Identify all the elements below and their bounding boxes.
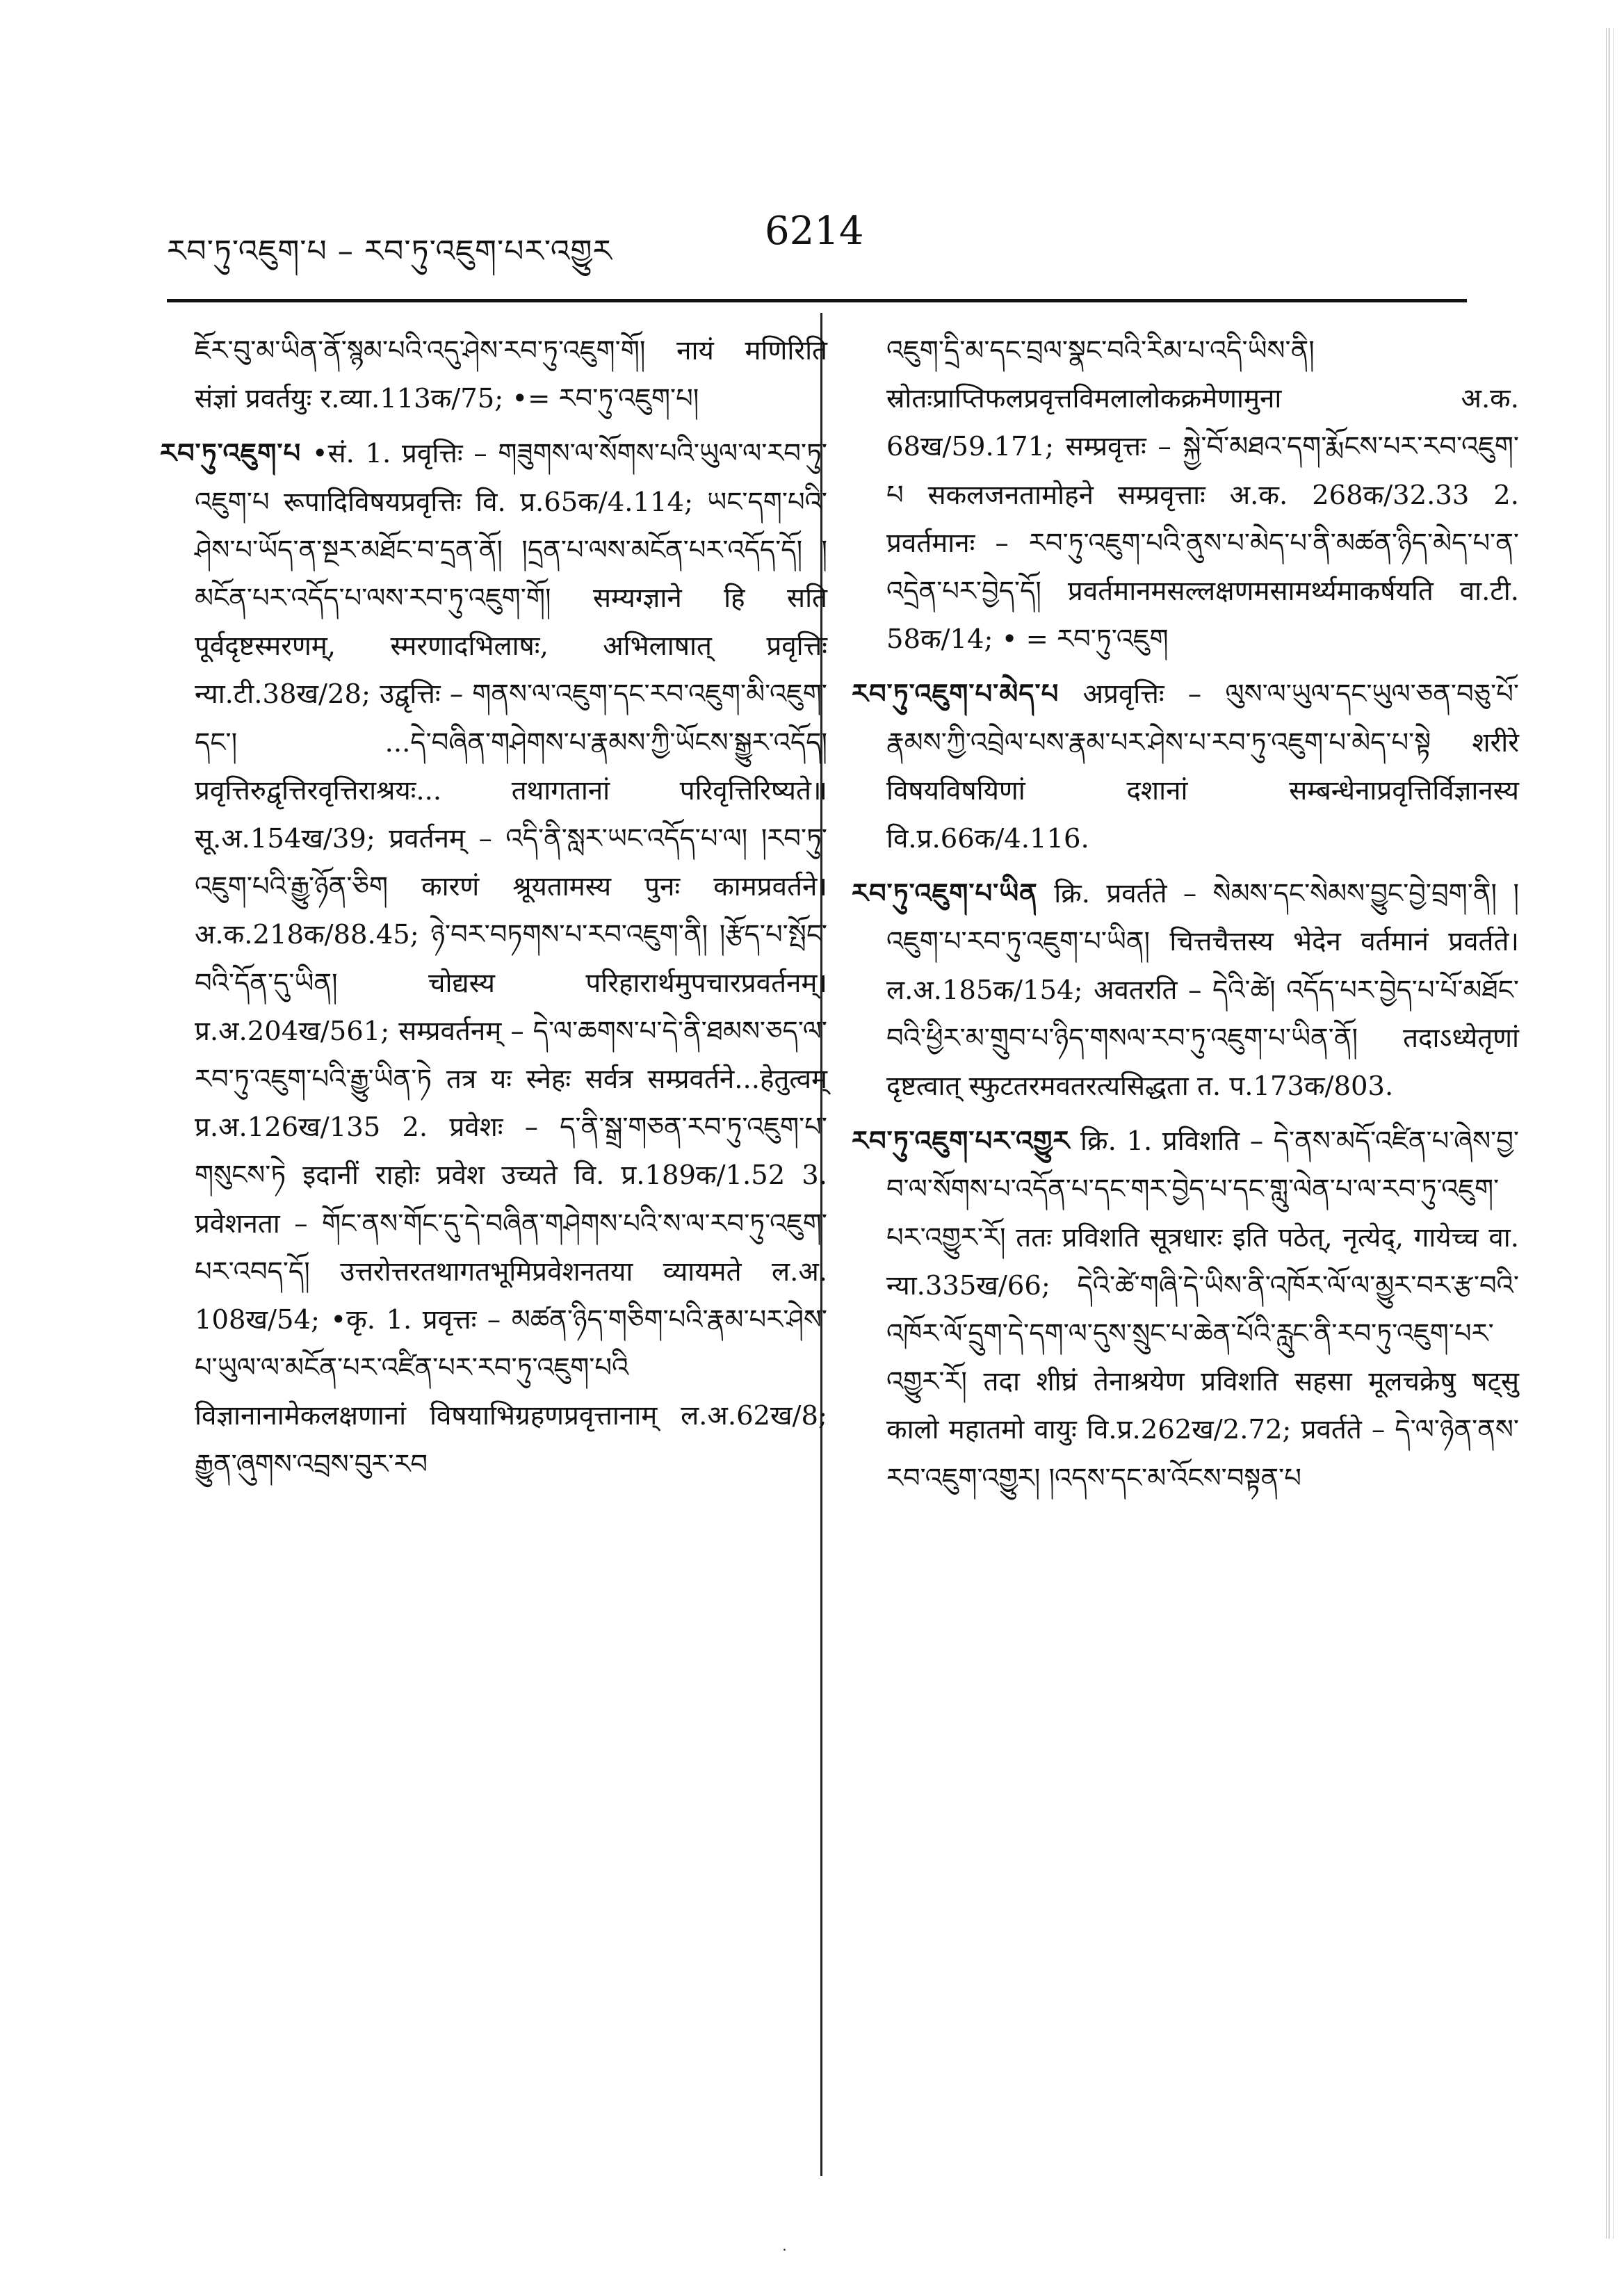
entry-headword: རབ་ཏུ་འཇུག་པ་མེད་པ bbox=[852, 679, 1059, 711]
dictionary-entry-continuation bbox=[160, 327, 827, 423]
scan-mark: · bbox=[782, 2242, 787, 2259]
entry-text: क्रि. 1. प्रविशति – དེ་ནས་མདོ་འཛིན་པ་ཞེས་བྱ་བ་ལ་སོགས་པ་འདོན་པ་དང་གར་བྱེད་པ་དང་གླུ་ལེན་པ་ལ་རབ་ཏུ་འཇུག་པར་འགྱུར་རོ། ततः प्रविशति सूत्रधारः इति पठेत्, नृत्येद्, गायेच्च वा. न्या.335ख/66; དེའི་ཚེ་གཞི་དེ་ཡིས་ནི་འཁོར་ལོ་ལ་མྱུར་བར་རྩ་བའི་འཁོར་ལོ་དྲུག་དེ་དག་ལ་དུས་སྲུང་པ་ཆེན་པོའི་རླུང་ནི་རབ་ཏུ་འཇུག་པར་འགྱུར་རོ། तदा शीघ्रं तेनाश्रयेण प्रविशति सहसा मूलचक्रेषु षट्सु कालो महातमो वायुः वि.प्र.262ख/2.72; प्रवर्तते – དེ་ལ་ཉེན་ནས་རབ་འཇུག་འགྱུར། །འདས་དང་མ་འོངས་བསྟན་པ bbox=[886, 1126, 1519, 1494]
dictionary-entry bbox=[160, 430, 827, 1488]
dictionary-entry bbox=[852, 870, 1519, 1110]
dictionary-entry bbox=[852, 670, 1519, 863]
page-header bbox=[167, 209, 1474, 269]
running-head: རབ་ཏུ་འཇུག་པ – རབ་ཏུ་འཇུག་པར་འགྱུར bbox=[167, 234, 612, 269]
scanned-page-edge bbox=[1605, 28, 1621, 2239]
page-number: 6214 bbox=[765, 209, 864, 254]
header-rule bbox=[167, 299, 1467, 302]
entry-text: འཇུག་དྲི་མ་དང་བྲལ་སྣང་བའི་རིམ་པ་འདི་ཡིས་ནི། स्रोतःप्राप्तिफलप्रवृत्तविमलालोकक्रमेणामुना अ.क. 68ख/59.171; सम्प्रवृत्तः – སྐྱེ་བོ་མཐའ་དག་རྨོངས་པར་རབ་འཇུག་པ सकलजनतामोहने सम्प्रवृत्ताः अ.क. 268क/32.33 2. प्रवर्तमानः – རབ་ཏུ་འཇུག་པའི་ནུས་པ་མེད་པ་ནི་མཚན་ཉིད་མེད་པ་ན་འདྲེན་པར་བྱེད་དོ། प्रवर्तमानमसल्लक्षणमसामर्थ्यमाकर्षयति वा.टी. 58क/14; • = རབ་ཏུ་འཇུག bbox=[886, 335, 1519, 656]
entry-text: •सं. 1. प्रवृत्तिः – གཟུགས་ལ་སོགས་པའི་ཡུལ་ལ་རབ་ཏུ་འཇུག་པ रूपादिविषयप्रवृत्तिः वि. प्र.65क/4.114; ཡང་དག་པའི་ཤེས་པ་ཡོད་ན་སྔར་མཐོང་བ་དྲན་ནོ། །དྲན་པ་ལས་མངོན་པར་འདོད་དོ། །མངོན་པར་འདོད་པ་ལས་རབ་ཏུ་འཇུག་གོ། सम्यग्ज्ञाने हि सति पूर्वदृष्टस्मरणम्, स्मरणादभिलाषः, अभिलाषात् प्रवृत्तिः न्या.टी.38ख/28; उद्वृत्तिः – གནས་ལ་འཇུག་དང་རབ་འཇུག་མི་འཇུག་དང་། ...དེ་བཞིན་གཤེགས་པ་རྣམས་ཀྱི་ཡོངས་སྒྱུར་འདོད། प्रवृत्तिरुद्वृत्तिरवृत्तिराश्रयः... तथागतानां परिवृत्तिरिष्यते॥ सू.अ.154ख/39; प्रवर्तनम् – འདི་ནི་སླར་ཡང་འདོད་པ་ལ། །རབ་ཏུ་འཇུག་པའི་རྒྱུ་ཉོན་ཅིག कारणं श्रूयतामस्य पुनः कामप्रवर्तने। अ.क.218क/88.45; ཉེ་བར་བཏགས་པ་རབ་འཇུག་ནི། །རྩོད་པ་སྤོང་བའི་དོན་དུ་ཡིན། चोद्यस्य परिहारार्थमुपचारप्रवर्तनम्। प्र.अ.204ख/561; सम्प्रवर्तनम् – དེ་ལ་ཆགས་པ་དེ་ནི་ཐམས་ཅད་ལ་རབ་ཏུ་འཇུག་པའི་རྒྱུ་ཡིན་ཏེ तत्र यः स्नेहः सर्वत्र सम्प्रवर्तने...हेतुत्वम् प्र.अ.126ख/135 2. प्रवेशः – ད་ནི་སྒྲ་གཅན་རབ་ཏུ་འཇུག་པ་གསུངས་ཏེ इदानीं राहोः प्रवेश उच्यते वि. प्र.189क/1.52 3. प्रवेशनता – གོང་ནས་གོང་དུ་དེ་བཞིན་གཤེགས་པའི་ས་ལ་རབ་ཏུ་འཇུག་པར་འབད་དོ། उत्तरोत्तरतथागतभूमिप्रवेशनतया व्यायमते ल.अ. 108ख/54; •कृ. 1. प्रवृत्तः – མཚན་ཉིད་གཅིག་པའི་རྣམ་པར་ཤེས་པ་ཡུལ་ལ་མངོན་པར་འཛིན་པར་རབ་ཏུ་འཇུག་པའི विज्ञानानामेकलक्षणानां विषयाभिग्रहणप्रवृत्तानाम् ल.अ.62ख/8; རྒྱུན་ཞུགས་འབྲས་བུར་རབ bbox=[195, 438, 827, 1480]
left-column bbox=[160, 327, 827, 1495]
entry-text: ཇོར་བུ་མ་ཡིན་ནོ་སྙམ་པའི་འདུ་ཤེས་རབ་ཏུ་འཇུག་གོ། नायं मणिरिति संज्ञां प्रवर्तयुः र.व्या.113क/75; •= རབ་ཏུ་འཇུག་པ། bbox=[195, 335, 827, 415]
entry-headword: རབ་ཏུ་འཇུག་པ་ཡིན bbox=[852, 878, 1038, 910]
dictionary-entry bbox=[852, 1117, 1519, 1502]
entry-text: अप्रवृत्तिः – ལུས་ལ་ཡུལ་དང་ཡུལ་ཅན་བཅུ་པོ་རྣམས་ཀྱི་འབྲེལ་པས་རྣམ་པར་ཤེས་པ་རབ་ཏུ་འཇུག་པ་མེད་པ་སྟེ शरीरे विषयविषयिणां दशानां सम्बन्धेनाप्रवृत्तिर्विज्ञानस्य वि.प्र.66क/4.116. bbox=[886, 679, 1519, 855]
entry-headword: རབ་ཏུ་འཇུག་པར་འགྱུར bbox=[852, 1126, 1071, 1158]
dictionary-entry-continuation bbox=[852, 327, 1519, 663]
entry-headword: རབ་ཏུ་འཇུག་པ bbox=[160, 438, 302, 470]
right-column bbox=[852, 327, 1519, 1509]
entry-text: क्रि. प्रवर्तते – སེམས་དང་སེམས་བྱུང་བྱེ་བྲག་ནི། །འཇུག་པ་རབ་ཏུ་འཇུག་པ་ཡིན། चित्तचैत्तस्य भेदेन वर्तमानं प्रवर्तते। ल.अ.185क/154; अवतरति – དེའི་ཚེ། འདོད་པར་བྱེད་པ་པོ་མཐོང་བའི་ཕྱིར་མ་གྲུབ་པ་ཉིད་གསལ་རབ་ཏུ་འཇུག་པ་ཡིན་ནོ། तदाऽध्येतृणां दृष्टत्वात् स्फुटतरमवतरत्यसिद्धता त. प.173क/803. bbox=[886, 878, 1519, 1103]
